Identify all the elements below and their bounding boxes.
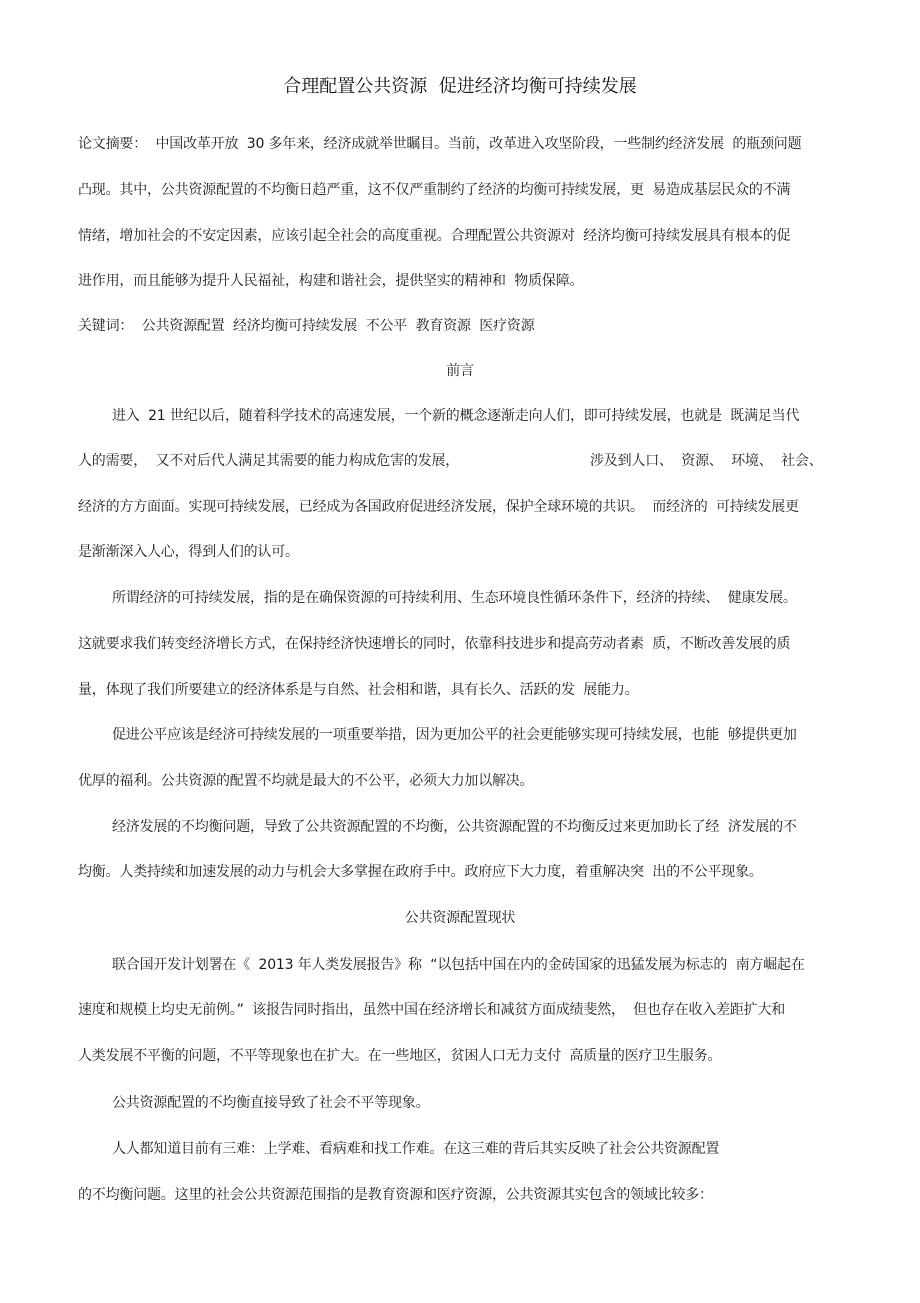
abstract-line: 论文摘要： 中国改革开放 30 多年来，经济成就举世瞩目。当前，改革进入攻坚阶段，一些制约经济发展 的瓶颈问题 bbox=[78, 136, 802, 152]
keywords-line: 关键词： 公共资源配置 经济均衡可持续发展 不公平 教育资源 医疗资源 bbox=[78, 318, 535, 334]
paragraph-line: 优厚的福利。公共资源的配置不均就是最大的不公平，必须大力加以解决。 bbox=[78, 773, 534, 789]
paragraph-line: 涉及到人口、 资源、 环境、 社会、 bbox=[590, 453, 823, 469]
paragraph-line: 促进公平应该是经济可持续发展的一项重要举措，因为更加公平的社会更能够实现可持续发展，也能 够提供更加 bbox=[112, 727, 797, 743]
paragraph-line: 所谓经济的可持续发展，指的是在确保资源的可持续利用、生态环境良性循环条件下，经济的持续、 健康发展。 bbox=[112, 590, 797, 606]
document-title: 合理配置公共资源 促进经济均衡可持续发展 bbox=[283, 76, 637, 97]
paragraph-line: 人人都知道目前有三难：上学难、看病难和找工作难。在这三难的背后其实反映了社会公共资源配置 bbox=[112, 1141, 720, 1157]
paragraph-line: 是渐渐深入人心，得到人们的认可。 bbox=[78, 544, 299, 560]
paragraph-line: 经济发展的不均衡问题，导致了公共资源配置的不均衡，公共资源配置的不均衡反过来更加助长了经 济发展的不 bbox=[112, 819, 797, 835]
section-heading-status: 公共资源配置现状 bbox=[404, 910, 516, 926]
paragraph-line: 这就要求我们转变经济增长方式，在保持经济快速增长的同时，依靠科技进步和提高劳动者素 质，不断改善发展的质 bbox=[78, 636, 791, 652]
paragraph-line: 人类发展不平衡的问题，不平等现象也在扩大。在一些地区，贫困人口无力支付 高质量的医疗卫生服务。 bbox=[78, 1048, 722, 1064]
section-heading-preface: 前言 bbox=[446, 363, 474, 379]
paragraph-line: 人的需要， 又不对后代人满足其需要的能力构成危害的发展， bbox=[78, 453, 460, 469]
paragraph-line: 量，体现了我们所要建立的经济体系是与自然、社会相和谐，具有长久、活跃的发 展能力。 bbox=[78, 682, 639, 698]
paragraph-line: 联合国开发计划署在《 2013 年人类发展报告》称 “以包括中国在内的金砖国家的迅猛发展为标志的 南方崛起在 bbox=[112, 957, 805, 973]
paragraph-line: 经济的方方面面。实现可持续发展，已经成为各国政府促进经济发展，保护全球环境的共识。 而经济的 可持续发展更 bbox=[78, 499, 799, 515]
abstract-line: 情绪，增加社会的不安定因素，应该引起全社会的高度重视。合理配置公共资源对 经济均衡可持续发展具有根本的促 bbox=[78, 228, 791, 244]
paragraph-line: 进入 21 世纪以后，随着科学技术的高速发展，一个新的概念逐渐走向人们，即可持续发展，也就是 既满足当代 bbox=[112, 408, 800, 424]
abstract-line: 凸现。其中，公共资源配置的不均衡日趋严重，这不仅严重制约了经济的均衡可持续发展，更 易造成基层民众的不满 bbox=[78, 182, 791, 198]
paragraph-line: 的不均衡问题。这里的社会公共资源范围指的是教育资源和医疗资源，公共资源其实包含的领域比较多： bbox=[78, 1187, 713, 1203]
paragraph-line: 公共资源配置的不均衡直接导致了社会不平等现象。 bbox=[112, 1095, 430, 1111]
abstract-line: 进作用，而且能够为提升人民福祉，构建和谐社会，提供坚实的精神和 物质保障。 bbox=[78, 273, 584, 289]
paragraph-line: 均衡。人类持续和加速发展的动力与机会大多掌握在政府手中。政府应下大力度，着重解决突 出的不公平现象。 bbox=[78, 864, 763, 880]
paragraph-line: 速度和规模上均史无前例。” 该报告同时指出，虽然中国在经济增长和减贫方面成绩斐然， 但也存在收入差距扩大和 bbox=[78, 1002, 786, 1018]
